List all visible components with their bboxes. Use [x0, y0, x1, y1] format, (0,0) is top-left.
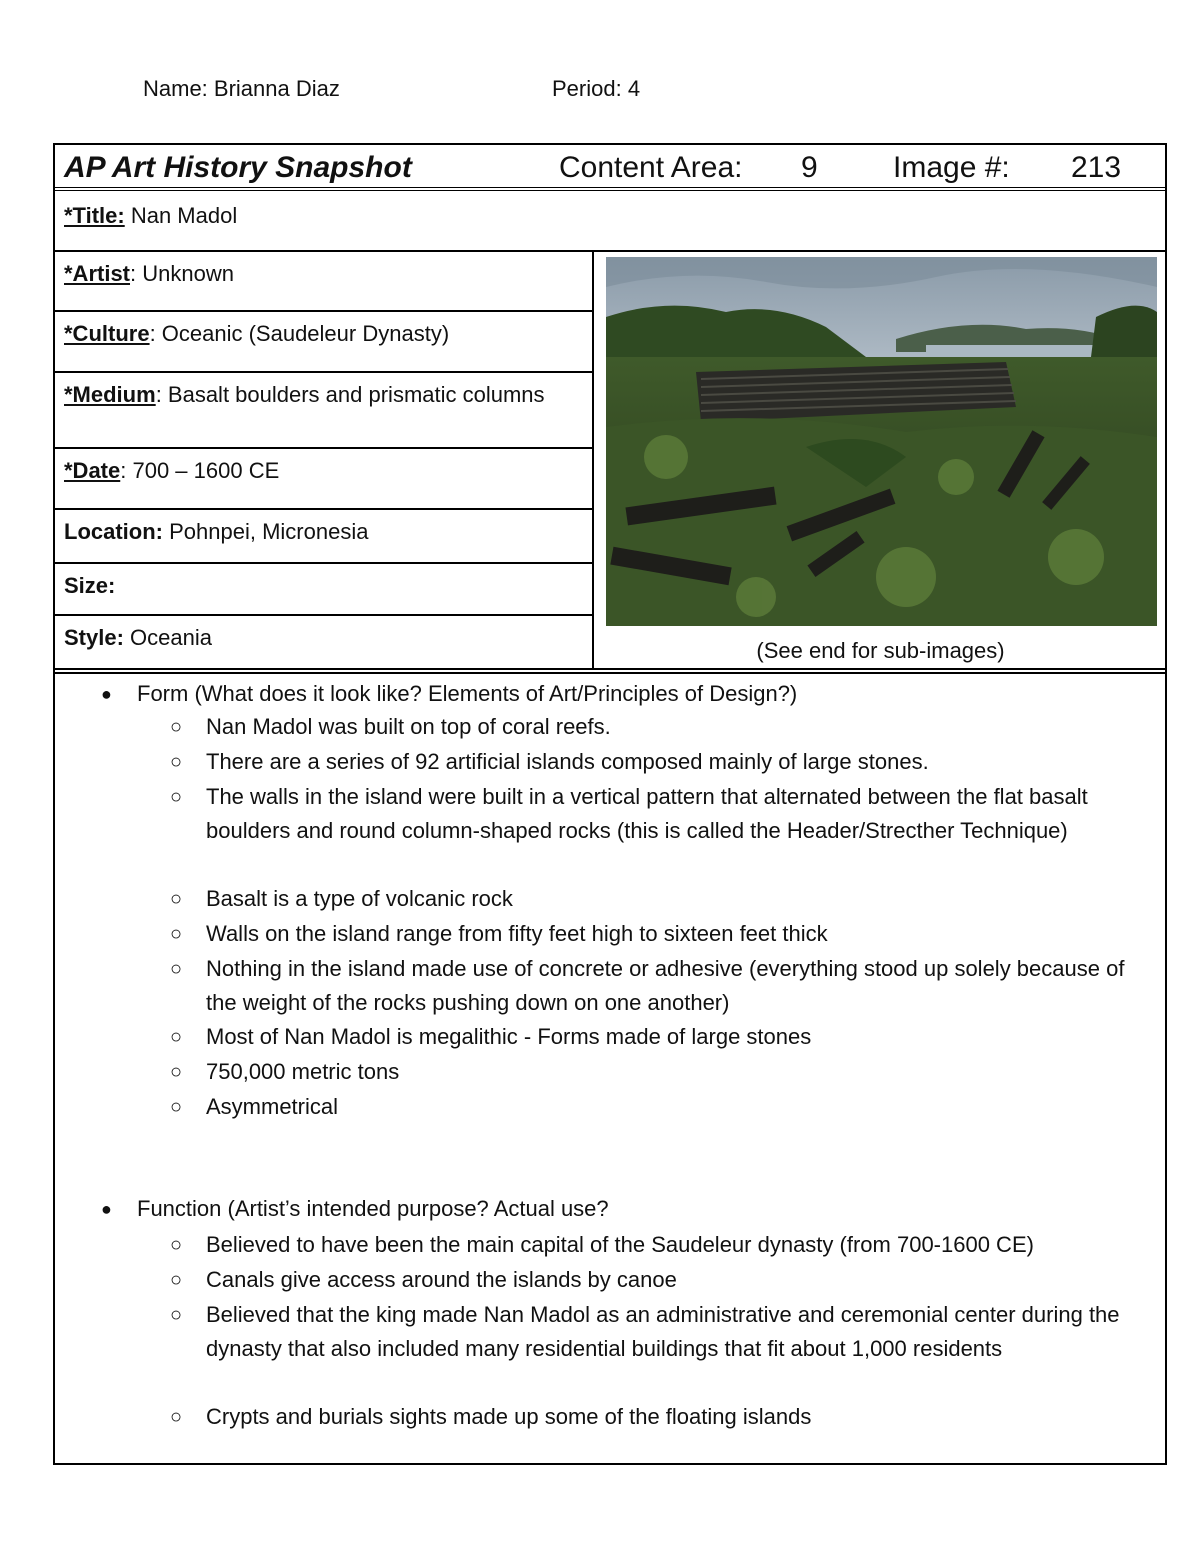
medium-row [55, 373, 592, 449]
form-item: Basalt is a type of volcanic rock [206, 886, 513, 911]
location-row [55, 510, 592, 564]
title-value: Nan Madol [124, 203, 238, 228]
circle-bullet-icon: ○ [170, 1096, 183, 1118]
circle-bullet-icon: ○ [170, 958, 183, 980]
class-period: Period: 4 [552, 76, 641, 101]
circle-bullet-icon: ○ [170, 888, 183, 910]
nan-madol-photo [606, 257, 1157, 626]
image-caption: (See end for sub-images) [756, 638, 1005, 663]
snapshot-sheet [53, 143, 1167, 1465]
circle-bullet-icon: ○ [170, 1269, 183, 1291]
date-label: *Date [64, 458, 121, 483]
image-number-value: 213 [1071, 151, 1122, 184]
artist-value: : Unknown [130, 261, 234, 286]
bullet-icon: ● [101, 684, 112, 704]
style-label: Style: [64, 625, 124, 650]
content-area-value: 9 [801, 151, 818, 184]
style-row [55, 616, 592, 668]
artist-label: *Artist [64, 261, 131, 286]
date-row [55, 449, 592, 510]
form-item: There are a series of 92 artificial islands composed mainly of large stones. [206, 749, 929, 774]
culture-row [55, 312, 592, 373]
size-row [55, 564, 592, 616]
form-item: 750,000 metric tons [206, 1059, 400, 1084]
function-heading: Function (Artist’s intended purpose? Actual use? [137, 1196, 609, 1221]
title-bar [55, 145, 1165, 191]
date-value: : 700 – 1600 CE [120, 458, 280, 483]
location-value: Pohnpei, Micronesia [163, 519, 369, 544]
medium-label: *Medium [64, 382, 156, 407]
circle-bullet-icon: ○ [170, 786, 183, 808]
circle-bullet-icon: ○ [170, 1061, 183, 1083]
image-number-label: Image #: [893, 151, 1010, 184]
function-item: Crypts and burials sights made up some of the floating islands [206, 1404, 812, 1429]
artist-row [55, 252, 592, 312]
circle-bullet-icon: ○ [170, 1304, 183, 1326]
function-item: Canals give access around the islands by canoe [206, 1267, 677, 1292]
culture-value: : Oceanic (Saudeleur Dynasty) [149, 321, 450, 346]
image-cell [596, 252, 1165, 668]
location-label: Location: [64, 519, 163, 544]
form-item: Walls on the island range from fifty feet high to sixteen feet thick [206, 921, 828, 946]
form-item: Most of Nan Madol is megalithic - Forms made of large stones [206, 1024, 812, 1049]
info-fields [55, 252, 594, 668]
circle-bullet-icon: ○ [170, 1406, 183, 1428]
circle-bullet-icon: ○ [170, 1234, 183, 1256]
size-label: Size: [64, 573, 116, 598]
function-item: Believed to have been the main capital of the Saudeleur dynasty (from 700-1600 CE) [206, 1232, 1034, 1257]
culture-label: *Culture [64, 321, 150, 346]
content-area-label: Content Area: [559, 151, 743, 184]
form-item: The walls in the island were built in a vertical pattern that alternated between the flat basalt boulders and round column-shaped rocks (this is called the Header/Strecther Technique) [206, 784, 1088, 843]
form-heading: Form (What does it look like? Elements of Art/Principles of Design?) [137, 681, 798, 706]
style-value: Oceania [123, 625, 212, 650]
circle-bullet-icon: ○ [170, 751, 183, 773]
title-row [55, 195, 1165, 252]
title-label: *Title: [64, 203, 125, 228]
section-divider [55, 668, 1165, 674]
sheet-title: AP Art History Snapshot [64, 151, 412, 184]
form-item: Nothing in the island made use of concrete or adhesive (everything stood up solely because of the weight of the rocks pushing down on one another) [206, 956, 1125, 1015]
bullet-icon: ● [101, 1199, 112, 1219]
medium-value: : Basalt boulders and prismatic columns [155, 382, 545, 407]
circle-bullet-icon: ○ [170, 716, 183, 738]
form-item: Asymmetrical [206, 1094, 339, 1119]
circle-bullet-icon: ○ [170, 923, 183, 945]
circle-bullet-icon: ○ [170, 1026, 183, 1048]
function-item: Believed that the king made Nan Madol as an administrative and ceremonial center during the dynasty that also included many residential buildings that fit about 1,000 residents [206, 1302, 1120, 1361]
form-item: Nan Madol was built on top of coral reefs. [206, 714, 611, 739]
student-name: Name: Brianna Diaz [143, 76, 340, 101]
